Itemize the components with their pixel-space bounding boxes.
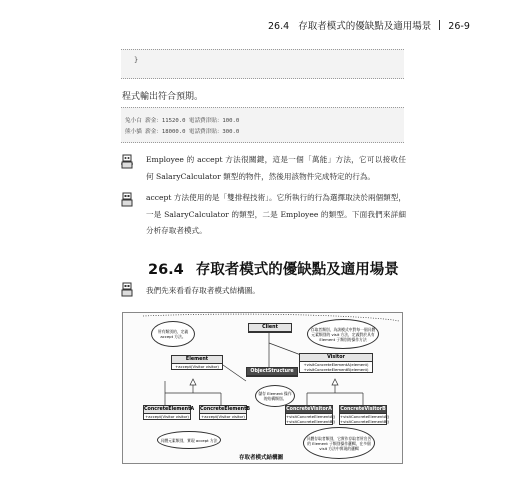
- note-concrete-visitor: 具體存取者類別，它實作存取者所宣告的 Element 子類別操作邏輯，在多個 visit 方法中實現的邏輯: [303, 427, 375, 459]
- header-page-num: 26-9: [448, 21, 470, 32]
- class-element: [171, 355, 223, 370]
- robot-icon: [120, 154, 134, 170]
- page-header: [268, 18, 470, 32]
- class-visitor-name: Visitor: [300, 354, 372, 362]
- class-visitor: [299, 353, 373, 373]
- class-concrete-element-b: [199, 405, 251, 420]
- class-visitor-method: +visitConcreteElementA(element): [303, 362, 369, 367]
- class-concrete-visitor-b-name: ConcreteVisitorB: [340, 407, 386, 412]
- class-concrete-element-b-name: ConcreteElementB: [200, 407, 251, 412]
- class-object-structure-name: ObjectStructure: [247, 368, 297, 376]
- output-line: 熊小貓 薪金：18000.0 電話費津貼：300.0: [125, 129, 240, 135]
- class-concrete-element-a-method: +accept(Visitor visitor): [145, 414, 189, 419]
- class-object-structure: [246, 367, 298, 377]
- robot-icon: [120, 192, 134, 208]
- paragraph-diagram-intro: 我們先來看看存取者模式結構圖。: [146, 286, 260, 295]
- class-visitor-method: +visitConcreteElementB(element): [303, 367, 369, 372]
- uml-diagram: [122, 312, 403, 464]
- paragraph-double-dispatch: accept 方法使用的是「雙排程技術」。它所執行的行為選擇取決於兩個類型，一是 SalaryCalculator 的類型，二是 Employee 的類型。下面我們來詳細分析存取者模式。: [146, 193, 406, 235]
- class-concrete-visitor-a-method: +visitConcreteElementA(): [286, 414, 336, 419]
- section-heading: [148, 258, 399, 279]
- note-element: 所有類別的，定義 accept 方法。: [151, 321, 195, 347]
- class-concrete-visitor-b-method: +visitConcreteElementB(): [340, 419, 390, 424]
- class-concrete-visitor-a-method: +visitConcreteElementB(): [286, 419, 336, 424]
- class-concrete-element-b-method: +accept(Visitor visitor): [201, 414, 245, 419]
- class-element-name: Element: [172, 356, 222, 364]
- class-concrete-element-a: [143, 405, 195, 420]
- section-number: 26.4: [148, 262, 184, 278]
- code-closing-brace: }: [134, 56, 139, 64]
- header-divider: [439, 20, 440, 30]
- class-element-method: +accept(Visitor visitor): [175, 364, 219, 369]
- class-concrete-element-a-name: ConcreteElementA: [144, 407, 195, 412]
- class-client: [248, 323, 292, 333]
- class-concrete-visitor-b-method: +visitConcreteElementA(): [340, 414, 390, 419]
- note-visitor: 存取者類別，為該模式中對每一個具體元素類別的 visit 方法，定義對於具有 Element 子類別的操作方法: [307, 319, 379, 349]
- class-concrete-visitor-a: [285, 405, 336, 425]
- output-line: 兔小白 薪金：11520.0 電話費津貼：100.0: [125, 118, 240, 124]
- note-object-structure: 儲存 Element 操作的結構類別。: [255, 385, 295, 407]
- header-section-title: 存取者模式的優缺點及適用場景: [298, 21, 432, 32]
- section-title: 存取者模式的優缺點及適用場景: [195, 262, 399, 278]
- class-concrete-visitor-b: [339, 405, 390, 425]
- class-client-name: Client: [249, 324, 291, 332]
- diagram-caption: 存取者模式結構圖: [239, 455, 284, 461]
- paragraph-accept-method: Employee 的 accept 方法很關鍵，這是一個「萬能」方法，它可以接收任何 SalaryCalculator 類型的物件，然後用該物件完成特定的行為。: [146, 155, 406, 181]
- code-block: [121, 49, 404, 79]
- header-section-num: 26.4: [268, 21, 290, 32]
- note-concrete-element: 具體元素類別，實現 accept 方法: [157, 431, 221, 449]
- class-concrete-visitor-a-name: ConcreteVisitorA: [286, 407, 332, 412]
- output-title: 程式輸出符合預期。: [122, 92, 204, 102]
- output-block: [121, 107, 404, 143]
- robot-icon: [120, 282, 134, 298]
